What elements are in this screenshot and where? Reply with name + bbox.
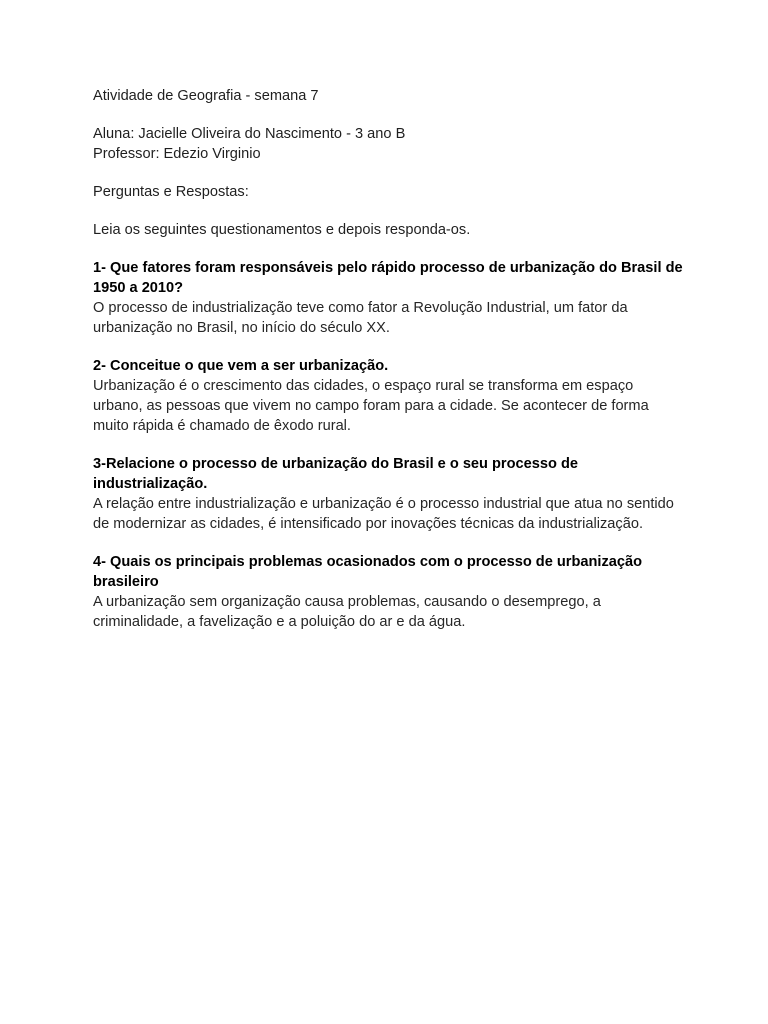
- qa-item-4: [93, 552, 683, 632]
- question-text: 3-Relacione o processo de urbanização do Brasil e o seu processo de industrialização.: [93, 456, 578, 492]
- spacer: [93, 240, 683, 258]
- student-name: Aluna: Jacielle Oliveira do Nascimento - 3 ano B: [93, 126, 406, 142]
- answer-text: A relação entre industrialização e urbanização é o processo industrial que atua no sentido de modernizar as cidades, é intensificado por inovações técnicas da industrialização.: [93, 496, 674, 532]
- question-text: 4- Quais os principais problemas ocasionados com o processo de urbanização brasileiro: [93, 554, 643, 590]
- question-text: 1- Que fatores foram responsáveis pelo rápido processo de urbanização do Brasil de 1950 a 2010?: [93, 260, 683, 296]
- section-heading: Perguntas e Respostas:: [93, 184, 249, 200]
- spacer: [93, 106, 683, 124]
- spacer: [93, 534, 683, 552]
- document-body: [93, 86, 683, 632]
- qa-item-2: [93, 356, 683, 436]
- qa-item-1: [93, 258, 683, 338]
- answer-text: A urbanização sem organização causa problemas, causando o desemprego, a criminalidade, a favelização e a poluição do ar e da água.: [93, 594, 601, 630]
- qa-item-3: [93, 454, 683, 534]
- question-text: 2- Conceitue o que vem a ser urbanização.: [93, 358, 389, 374]
- teacher-name: Professor: Edezio Virginio: [93, 146, 261, 162]
- answer-text: Urbanização é o crescimento das cidades, o espaço rural se transforma em espaço urbano, as pessoas que vivem no campo foram para a cidade. Se acontecer de forma muito rápida é chamado de êxodo rural.: [93, 378, 649, 434]
- spacer: [93, 338, 683, 356]
- answer-text: O processo de industrialização teve como fator a Revolução Industrial, um fator da urbanização no Brasil, no início do século XX.: [93, 300, 628, 336]
- spacer: [93, 202, 683, 220]
- spacer: [93, 436, 683, 454]
- instruction-text: Leia os seguintes questionamentos e depois responda-os.: [93, 222, 471, 238]
- spacer: [93, 164, 683, 182]
- document-title: Atividade de Geografia - semana 7: [93, 88, 319, 104]
